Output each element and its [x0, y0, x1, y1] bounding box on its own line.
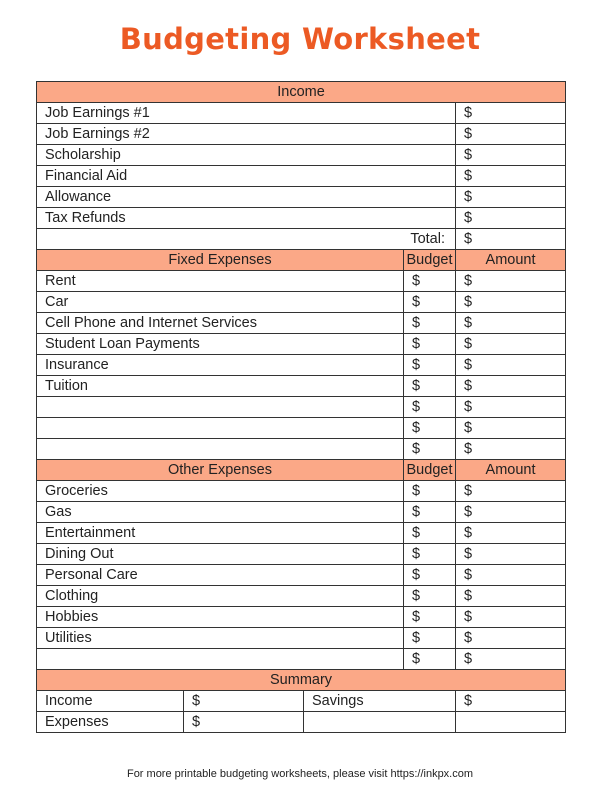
other-expense-label: Groceries — [37, 481, 404, 502]
other-expense-label: Personal Care — [37, 565, 404, 586]
income-amount[interactable]: $ — [456, 208, 566, 229]
fixed-expense-amount[interactable]: $ — [456, 418, 566, 439]
fixed-expense-row — [37, 271, 566, 292]
other-expense-row — [37, 523, 566, 544]
other-expense-amount[interactable]: $ — [456, 607, 566, 628]
other-expense-amount[interactable]: $ — [456, 544, 566, 565]
fixed-expense-amount-header: Amount — [456, 250, 566, 271]
fixed-expense-amount[interactable]: $ — [456, 334, 566, 355]
other-expense-label: Dining Out — [37, 544, 404, 565]
fixed-expense-row — [37, 397, 566, 418]
fixed-expense-row — [37, 355, 566, 376]
income-row — [37, 103, 566, 124]
income-label: Tax Refunds — [37, 208, 456, 229]
other-expense-row — [37, 628, 566, 649]
fixed-expense-label — [37, 439, 404, 460]
income-amount[interactable]: $ — [456, 145, 566, 166]
other-expense-row — [37, 649, 566, 670]
summary-expenses-label: Expenses — [37, 712, 184, 733]
summary-empty-amount[interactable] — [456, 712, 566, 733]
fixed-expense-row — [37, 376, 566, 397]
income-amount[interactable]: $ — [456, 103, 566, 124]
other-expense-budget[interactable]: $ — [404, 481, 456, 502]
fixed-expense-amount[interactable]: $ — [456, 355, 566, 376]
other-expense-amount[interactable]: $ — [456, 502, 566, 523]
other-expense-amount[interactable]: $ — [456, 628, 566, 649]
footer-note: For more printable budgeting worksheets, please visit https://inkpx.com — [126, 768, 474, 780]
fixed-expense-label: Rent — [37, 271, 404, 292]
fixed-expense-budget[interactable]: $ — [404, 313, 456, 334]
fixed-expense-budget[interactable]: $ — [404, 271, 456, 292]
other-expense-amount[interactable]: $ — [456, 481, 566, 502]
fixed-expense-label: Tuition — [37, 376, 404, 397]
income-amount[interactable]: $ — [456, 187, 566, 208]
other-expense-amount[interactable]: $ — [456, 586, 566, 607]
other-expense-budget[interactable]: $ — [404, 649, 456, 670]
income-label: Financial Aid — [37, 166, 456, 187]
fixed-expense-row — [37, 313, 566, 334]
summary-header: Summary — [37, 670, 566, 691]
fixed-expense-budget[interactable]: $ — [404, 292, 456, 313]
fixed-expense-budget[interactable]: $ — [404, 439, 456, 460]
other-expense-amount-header: Amount — [456, 460, 566, 481]
income-label: Scholarship — [37, 145, 456, 166]
income-total-label: Total: — [37, 229, 456, 250]
other-expense-label: Gas — [37, 502, 404, 523]
fixed-expense-header: Fixed Expenses — [37, 250, 404, 271]
other-expense-budget[interactable]: $ — [404, 628, 456, 649]
income-amount[interactable]: $ — [456, 124, 566, 145]
other-expense-budget[interactable]: $ — [404, 586, 456, 607]
fixed-expense-label — [37, 418, 404, 439]
income-label: Job Earnings #1 — [37, 103, 456, 124]
fixed-expense-budget[interactable]: $ — [404, 376, 456, 397]
fixed-expense-label: Insurance — [37, 355, 404, 376]
other-expense-label — [37, 649, 404, 670]
other-expense-row — [37, 565, 566, 586]
other-expense-budget[interactable]: $ — [404, 523, 456, 544]
summary-income-amount[interactable]: $ — [184, 691, 304, 712]
income-row — [37, 187, 566, 208]
fixed-expense-amount[interactable]: $ — [456, 271, 566, 292]
fixed-expense-label: Cell Phone and Internet Services — [37, 313, 404, 334]
other-expense-amount[interactable]: $ — [456, 565, 566, 586]
other-expense-label: Entertainment — [37, 523, 404, 544]
page-title: Budgeting Worksheet — [119, 22, 481, 56]
other-expense-label: Utilities — [37, 628, 404, 649]
fixed-expense-row — [37, 439, 566, 460]
income-label: Allowance — [37, 187, 456, 208]
other-expense-budget[interactable]: $ — [404, 607, 456, 628]
income-row — [37, 208, 566, 229]
income-amount[interactable]: $ — [456, 166, 566, 187]
fixed-expense-budget[interactable]: $ — [404, 334, 456, 355]
fixed-expense-row — [37, 334, 566, 355]
other-expense-budget-header: Budget — [404, 460, 456, 481]
fixed-expense-amount[interactable]: $ — [456, 439, 566, 460]
other-expense-row — [37, 607, 566, 628]
other-expense-row — [37, 481, 566, 502]
summary-savings-label: Savings — [304, 691, 456, 712]
income-total-amount[interactable]: $ — [456, 229, 566, 250]
summary-savings-amount[interactable]: $ — [456, 691, 566, 712]
other-expense-row — [37, 502, 566, 523]
other-expense-row — [37, 544, 566, 565]
fixed-expense-budget[interactable]: $ — [404, 418, 456, 439]
other-expense-budget[interactable]: $ — [404, 544, 456, 565]
fixed-expense-budget[interactable]: $ — [404, 355, 456, 376]
fixed-expense-label — [37, 397, 404, 418]
other-expense-amount[interactable]: $ — [456, 523, 566, 544]
fixed-expense-amount[interactable]: $ — [456, 292, 566, 313]
fixed-expense-amount[interactable]: $ — [456, 313, 566, 334]
other-expense-budget[interactable]: $ — [404, 565, 456, 586]
fixed-expense-amount[interactable]: $ — [456, 397, 566, 418]
other-expense-budget[interactable]: $ — [404, 502, 456, 523]
income-label: Job Earnings #2 — [37, 124, 456, 145]
income-row — [37, 145, 566, 166]
other-expense-amount[interactable]: $ — [456, 649, 566, 670]
budget-table — [36, 81, 566, 733]
other-expense-row — [37, 586, 566, 607]
summary-income-label: Income — [37, 691, 184, 712]
other-expense-header: Other Expenses — [37, 460, 404, 481]
summary-empty-cell[interactable] — [304, 712, 456, 733]
fixed-expense-label: Student Loan Payments — [37, 334, 404, 355]
fixed-expense-budget-header: Budget — [404, 250, 456, 271]
fixed-expense-amount[interactable]: $ — [456, 376, 566, 397]
fixed-expense-budget[interactable]: $ — [404, 397, 456, 418]
fixed-expense-row — [37, 418, 566, 439]
income-row — [37, 124, 566, 145]
fixed-expense-row — [37, 292, 566, 313]
other-expense-label: Hobbies — [37, 607, 404, 628]
summary-expenses-amount[interactable]: $ — [184, 712, 304, 733]
other-expense-label: Clothing — [37, 586, 404, 607]
fixed-expense-label: Car — [37, 292, 404, 313]
income-header: Income — [37, 82, 566, 103]
income-row — [37, 166, 566, 187]
